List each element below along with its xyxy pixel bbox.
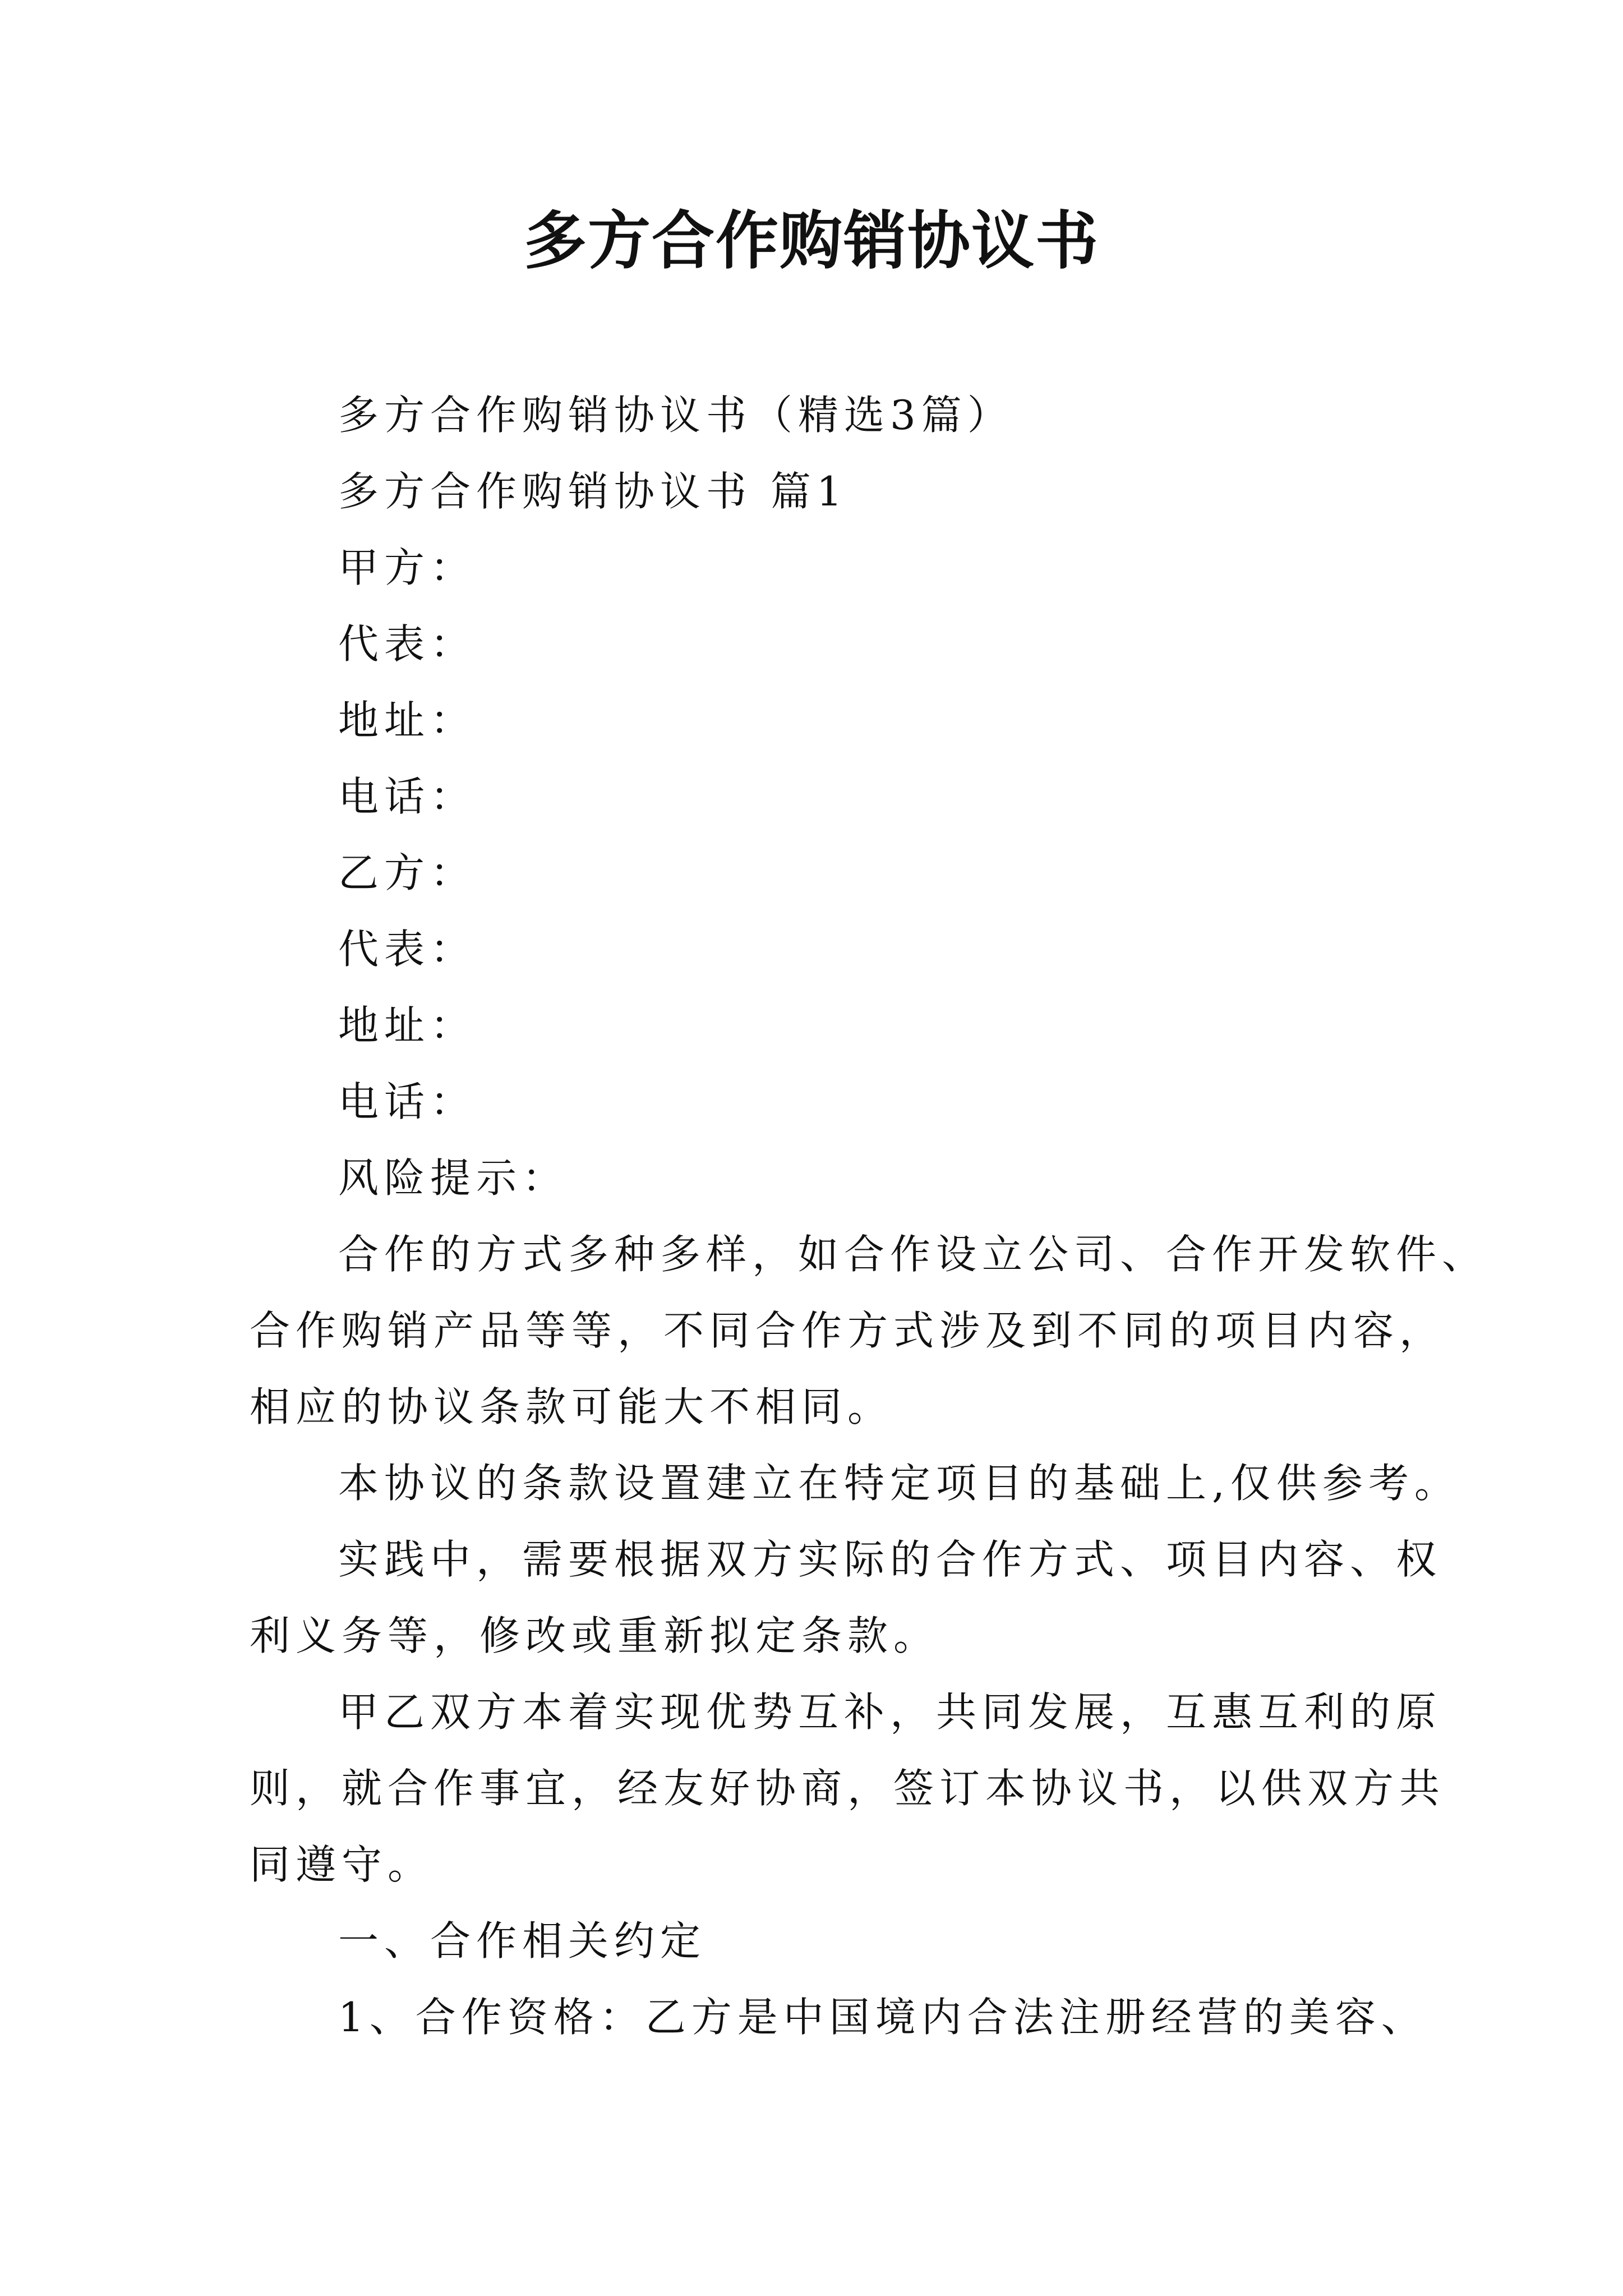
- paragraph-line: 1、合作资格：乙方是中国境内合法注册经营的美容、: [338, 1994, 1427, 2041]
- paragraph-line: 电话：: [338, 1078, 477, 1125]
- paragraph-line: 代表：: [338, 926, 477, 973]
- paragraph-line: 实践中，需要根据双方实际的合作方式、项目内容、权: [338, 1536, 1442, 1583]
- paragraph-line: 同遵守。: [250, 1841, 434, 1888]
- paragraph-line: 一、合作相关约定: [338, 1917, 707, 1964]
- paragraph-line: 风险提示：: [338, 1154, 569, 1202]
- document-body: [250, 377, 1488, 2055]
- document-title: 多方合作购销协议书: [524, 205, 1099, 278]
- paragraph-line: 则，就合作事宜，经友好协商，签订本协议书，以供双方共: [250, 1765, 1446, 1812]
- paragraph-line: 地址：: [338, 697, 477, 744]
- paragraph-line: 合作的方式多种多样，如合作设立公司、合作开发软件、: [338, 1231, 1488, 1278]
- paragraph-line: 电话：: [338, 773, 477, 820]
- paragraph-line: 甲方：: [338, 544, 477, 591]
- paragraph-line: 多方合作购销协议书（精选3篇）: [338, 392, 1013, 439]
- paragraph-line: 相应的协议条款可能大不相同。: [250, 1383, 894, 1430]
- paragraph-line: 多方合作购销协议书 篇1: [338, 468, 848, 515]
- paragraph-line: 乙方：: [338, 849, 477, 896]
- paragraph-line: 本协议的条款设置建立在特定项目的基础上,仅供参考。: [338, 1460, 1460, 1507]
- paragraph-line: 利义务等，修改或重新拟定条款。: [250, 1612, 940, 1659]
- paragraph-line: 代表：: [338, 620, 477, 668]
- paragraph-line: 甲乙双方本着实现优势互补，共同发展，互惠互利的原: [338, 1688, 1442, 1736]
- paragraph-line: 地址：: [338, 1002, 477, 1049]
- paragraph-line: 合作购销产品等等，不同合作方式涉及到不同的项目内容，: [250, 1307, 1446, 1354]
